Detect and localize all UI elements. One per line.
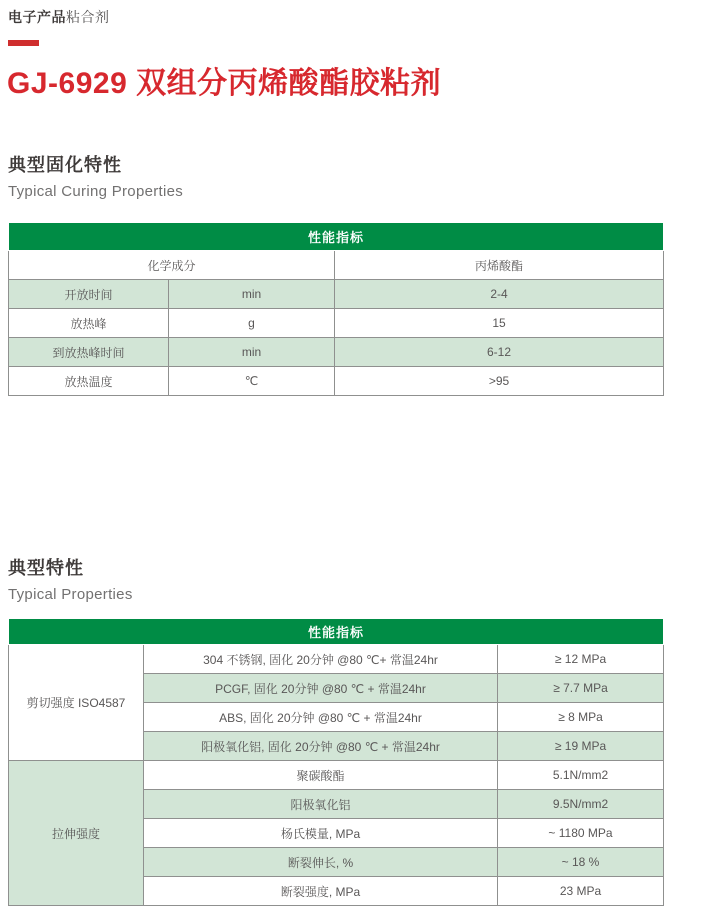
- condition-cell: 断裂伸长, %: [144, 848, 498, 877]
- value-cell: 6-12: [335, 338, 664, 367]
- condition-cell: 阳极氧化铝: [144, 790, 498, 819]
- condition-cell: PCGF, 固化 20分钟 @80 ℃ + 常温24hr: [144, 674, 498, 703]
- value-cell: 9.5N/mm2: [498, 790, 664, 819]
- unit-cell: min: [169, 338, 335, 367]
- category-rest-text: 粘合剂: [66, 9, 110, 25]
- value-cell: ≥ 8 MPa: [498, 703, 664, 732]
- table-row: [9, 280, 664, 309]
- table-row: [9, 645, 664, 674]
- condition-cell: 304 不锈钢, 固化 20分钟 @80 ℃+ 常温24hr: [144, 645, 498, 674]
- table-row: [9, 761, 664, 790]
- tensile-strength-group-label: 拉伸强度: [9, 761, 144, 906]
- value-cell: 5.1N/mm2: [498, 761, 664, 790]
- condition-cell: 阳极氧化铝, 固化 20分钟 @80 ℃ + 常温24hr: [144, 732, 498, 761]
- value-cell: 23 MPa: [498, 877, 664, 906]
- category-strong-text: 电子产品: [8, 9, 66, 25]
- table-row: [9, 309, 664, 338]
- value-cell: ≥ 19 MPa: [498, 732, 664, 761]
- value-cell: ~ 18 %: [498, 848, 664, 877]
- curing-section-heading: [8, 151, 183, 200]
- properties-table-banner: 性能指标: [9, 619, 664, 645]
- shear-strength-group-label: 剪切强度 ISO4587: [9, 645, 144, 761]
- curing-heading-zh: 典型固化特性: [8, 155, 122, 175]
- curing-properties-table: [8, 222, 664, 396]
- composition-value-cell: 丙烯酸酯: [335, 251, 664, 280]
- value-cell: ≥ 12 MPa: [498, 645, 664, 674]
- property-cell: 到放热峰时间: [9, 338, 169, 367]
- typical-properties-table: [8, 618, 664, 906]
- property-cell: 开放时间: [9, 280, 169, 309]
- curing-table-banner: 性能指标: [9, 223, 664, 251]
- property-cell: 放热峰: [9, 309, 169, 338]
- red-dash-accent: [8, 40, 39, 46]
- value-cell: ≥ 7.7 MPa: [498, 674, 664, 703]
- value-cell: 15: [335, 309, 664, 338]
- unit-cell: g: [169, 309, 335, 338]
- value-cell: ~ 1180 MPa: [498, 819, 664, 848]
- property-cell: 放热温度: [9, 367, 169, 396]
- typical-properties-section-heading: [8, 554, 133, 603]
- value-cell: 2-4: [335, 280, 664, 309]
- value-cell: >95: [335, 367, 664, 396]
- properties-heading-zh: 典型特性: [8, 558, 84, 578]
- condition-cell: 杨氏模量, MPa: [144, 819, 498, 848]
- unit-cell: ℃: [169, 367, 335, 396]
- condition-cell: ABS, 固化 20分钟 @80 ℃ + 常温24hr: [144, 703, 498, 732]
- table-row: [9, 251, 664, 280]
- table-row: [9, 367, 664, 396]
- condition-cell: 断裂强度, MPa: [144, 877, 498, 906]
- curing-heading-en: Typical Curing Properties: [8, 183, 184, 200]
- page-category: [8, 7, 110, 27]
- page-title: GJ-6929 双组分丙烯酸酯胶粘剂: [7, 67, 442, 100]
- unit-cell: min: [169, 280, 335, 309]
- properties-heading-en: Typical Properties: [8, 586, 133, 603]
- composition-label-cell: 化学成分: [9, 251, 335, 280]
- condition-cell: 聚碳酸酯: [144, 761, 498, 790]
- table-row: [9, 338, 664, 367]
